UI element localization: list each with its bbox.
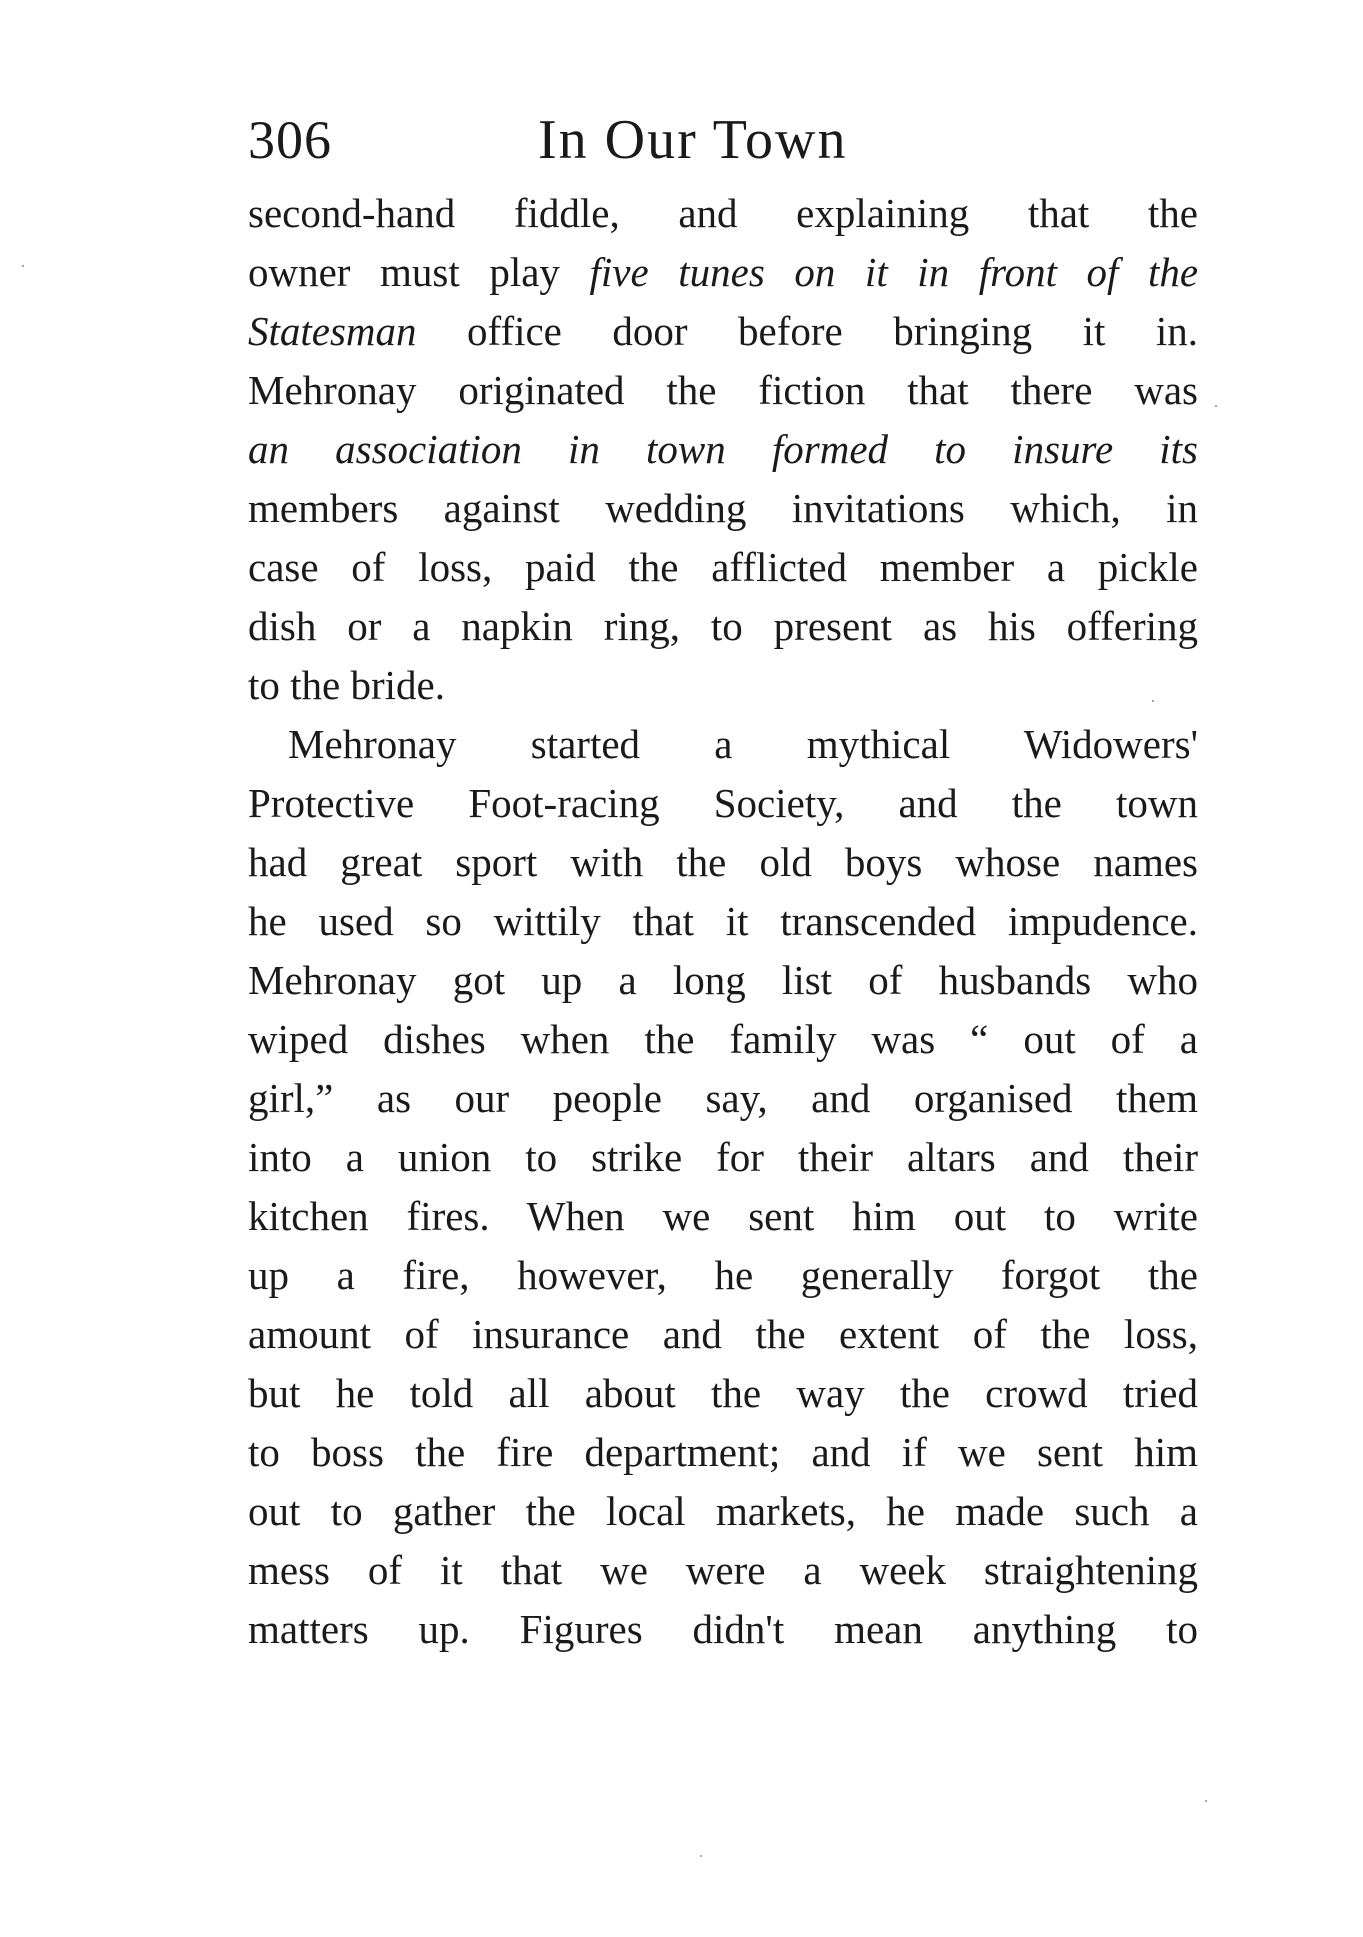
italic-word: on [794, 249, 836, 295]
text-line: out to gather the local markets, he made such a [248, 1488, 1198, 1534]
italic-word: five [589, 249, 649, 295]
page-number: 306 [248, 110, 332, 170]
italic-word: of [1086, 249, 1119, 295]
running-head [248, 100, 1198, 180]
italic-word: association [335, 426, 522, 472]
italic-word: formed [771, 426, 889, 472]
italic-word: insure [1012, 426, 1114, 472]
text-line: into a union to strike for their altars and their [248, 1134, 1198, 1180]
text-line: to boss the fire department; and if we sent him [248, 1429, 1198, 1475]
running-title: In Our Town [538, 109, 848, 171]
text-line: Mehronay originated the fiction that there was [248, 367, 1198, 413]
text-line: mess of it that we were a week straightening [248, 1547, 1198, 1593]
italic-word: town [646, 426, 726, 472]
text-line: to the bride. [248, 662, 445, 708]
italic-word: an [248, 426, 289, 472]
italic-word: front [978, 249, 1057, 295]
text-line: wiped dishes when the family was “ out of a [248, 1016, 1198, 1062]
text-line: up a fire, however, he generally forgot the [248, 1252, 1198, 1298]
italic-word: tunes [678, 249, 765, 295]
text-line: owner must play five tunes on it in front of the [248, 249, 1199, 295]
italic-word: the [1148, 249, 1199, 295]
body-text [248, 184, 1198, 1659]
text-line: amount of insurance and the extent of the loss, [248, 1311, 1198, 1357]
italic-word: Statesman [248, 308, 417, 354]
text-line: members against wedding invitations which, in [248, 485, 1198, 531]
text-line: second-hand fiddle, and explaining that the [248, 190, 1198, 236]
paragraph-1 [248, 184, 1198, 715]
text-line: Statesman office door before bringing it in. [248, 308, 1199, 354]
text-line: Mehronay got up a long list of husbands who [248, 957, 1198, 1003]
italic-word: to [934, 426, 967, 472]
text-line: matters up. Figures didn't mean anything to [248, 1606, 1198, 1652]
text-line: he used so wittily that it transcended impudence. [248, 898, 1198, 944]
text-line: kitchen fires. When we sent him out to write [248, 1193, 1198, 1239]
italic-word: in [568, 426, 600, 472]
paper-speck [1205, 1800, 1207, 1802]
text-line: Mehronay started a mythical Widowers' [288, 721, 1198, 767]
paper-speck [1152, 700, 1154, 702]
paper-speck [700, 1855, 702, 1857]
paper-speck [1215, 405, 1217, 407]
paragraph-2 [248, 715, 1198, 1659]
text-line: Protective Foot-racing Society, and the town [248, 780, 1198, 826]
text-line: girl,” as our people say, and organised them [248, 1075, 1198, 1121]
text-line: case of loss, paid the afflicted member a pickle [248, 544, 1198, 590]
text-line: had great sport with the old boys whose names [248, 839, 1198, 885]
italic-word: it [864, 249, 888, 295]
italic-word: its [1159, 426, 1199, 472]
text-line [248, 420, 1198, 479]
text-line: but he told all about the way the crowd tried [248, 1370, 1198, 1416]
text-line: dish or a napkin ring, to present as his offering [248, 603, 1198, 649]
italic-word: in [917, 249, 950, 295]
paper-speck [22, 265, 24, 267]
